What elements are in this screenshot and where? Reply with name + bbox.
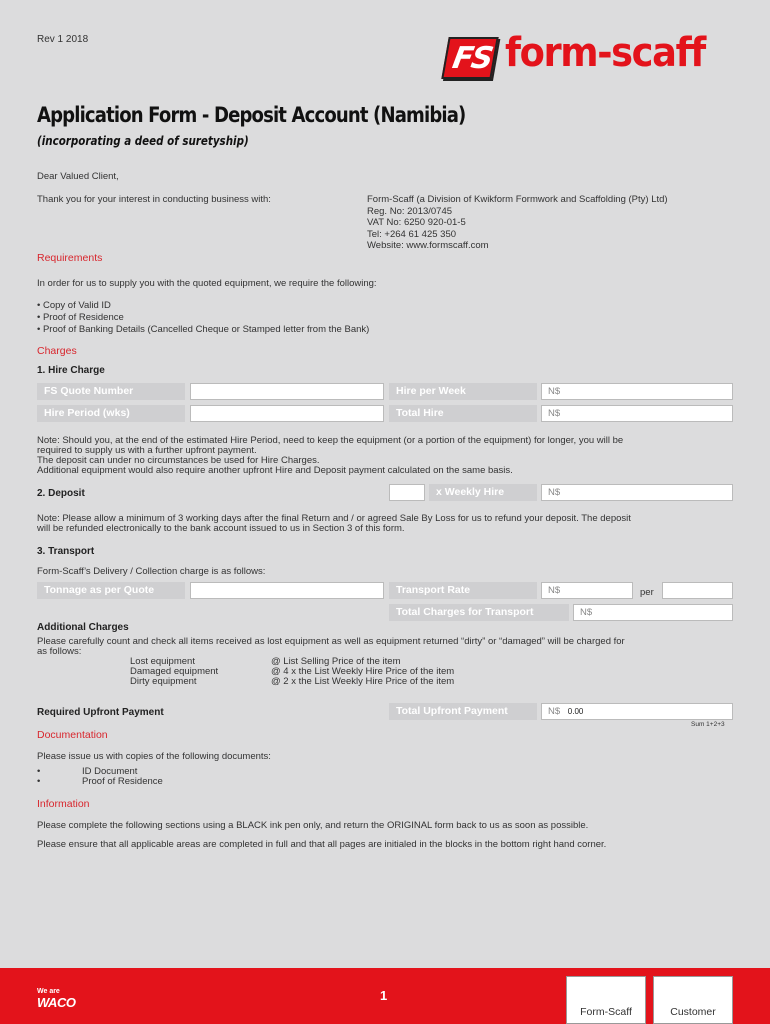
hire-per-week-input[interactable]: N$: [541, 383, 733, 400]
formscaff-initial-box[interactable]: Form-Scaff: [566, 976, 646, 1024]
per-label: per: [640, 587, 654, 598]
form-scaff-logo: [445, 30, 735, 82]
total-transport-label: Total Charges for Transport: [389, 604, 569, 621]
total-upfront-input[interactable]: N$ 0.00: [541, 703, 733, 720]
additional-rates: @ List Selling Price of the item @ 4 x the List Weekly Hire Price of the item @ 2 x the List Weekly Hire Price of the item: [271, 656, 455, 687]
transport-rate-input[interactable]: N$: [541, 582, 633, 599]
intro-text: Thank you for your interest in conducting business with:: [37, 194, 271, 205]
total-hire-input[interactable]: N$: [541, 405, 733, 422]
total-upfront-value: 0.00: [567, 707, 584, 716]
company-details: Form-Scaff (a Division of Kwikform Formwork and Scaffolding (Pty) Ltd) Reg. No: 2013/0745 VAT No: 6250 920-01-5 Tel: +264 61 425 350 Website: www.formscaff.com: [367, 194, 668, 252]
deposit-notes: Note: Please allow a minimum of 3 working days after the final Return and / or agreed Sale By Loss for us to refund your deposit. The deposit will be refunded electronically to the bank account issued to us in Section 3 of this form.: [37, 513, 631, 534]
total-transport-input[interactable]: N$: [573, 604, 733, 621]
list-item: • Copy of Valid ID: [37, 300, 111, 311]
requirements-intro: In order for us to supply you with the quoted equipment, we require the following:: [37, 278, 377, 289]
revision-label: Rev 1 2018: [37, 34, 89, 45]
documentation-intro: Please issue us with copies of the following documents:: [37, 751, 271, 762]
we-are-label: We are: [37, 988, 60, 995]
list-item: • ID Document: [37, 766, 138, 777]
customer-initial-box[interactable]: Customer: [653, 976, 733, 1024]
fs-quote-number-input[interactable]: [190, 383, 384, 400]
sum-note: Sum 1+2+3: [691, 721, 725, 728]
deposit-heading: 2. Deposit: [37, 488, 85, 499]
transport-rate-label: Transport Rate: [389, 582, 537, 599]
tonnage-input[interactable]: [190, 582, 384, 599]
information-line: Please ensure that all applicable areas are completed in full and that all pages are initialed in the blocks in the bottom right hand corner.: [37, 839, 607, 850]
upfront-heading: Required Upfront Payment: [37, 707, 164, 718]
additional-charges-heading: Additional Charges: [37, 622, 129, 633]
transport-intro: Form-Scaff’s Delivery / Collection charge is as follows:: [37, 566, 266, 577]
hire-period-input[interactable]: [190, 405, 384, 422]
hire-per-week-label: Hire per Week: [389, 383, 537, 400]
fs-quote-number-label: FS Quote Number: [37, 383, 185, 400]
deposit-weeks-input[interactable]: [389, 484, 425, 501]
total-upfront-label: Total Upfront Payment: [389, 703, 537, 720]
documentation-heading: Documentation: [37, 729, 108, 741]
fs-logo-mark: FS: [441, 37, 498, 79]
documentation-list: [37, 767, 163, 787]
list-item: • Proof of Residence: [37, 312, 124, 323]
hire-notes: Note: Should you, at the end of the estimated Hire Period, need to keep the equipment (or a portion of the equipment) for longer, you will be required to supply us with a further upfront payment. The deposit can under no circumstances be used for Hire Charges. Additional equipment would also require another upfront Hire and Deposit payment calculated on the same basis.: [37, 435, 624, 476]
transport-heading: 3. Transport: [37, 546, 95, 557]
deposit-amount-input[interactable]: N$: [541, 484, 733, 501]
additional-notes: Please carefully count and check all items received as lost equipment as well as equipment returned “dirty” or “damaged” will be charged for as follows:: [37, 636, 625, 657]
transport-unit-input[interactable]: [662, 582, 733, 599]
requirements-list: [37, 300, 369, 336]
hire-period-label: Hire Period (wks): [37, 405, 185, 422]
greeting: Dear Valued Client,: [37, 171, 119, 182]
page-subtitle: (incorporating a deed of suretyship): [37, 134, 249, 148]
charges-heading: Charges: [37, 345, 77, 357]
additional-items: Lost equipment Damaged equipment Dirty equipment: [130, 656, 219, 687]
tonnage-label: Tonnage as per Quote: [37, 582, 185, 599]
logo-wordmark: form-scaff: [505, 30, 705, 76]
total-hire-label: Total Hire: [389, 405, 537, 422]
list-item: • Proof of Residence: [37, 776, 163, 787]
hire-charge-heading: 1. Hire Charge: [37, 365, 105, 376]
page-number: 1: [380, 988, 388, 1003]
weekly-hire-label: x Weekly Hire: [429, 484, 537, 501]
list-item: • Proof of Banking Details (Cancelled Cheque or Stamped letter from the Bank): [37, 324, 370, 335]
waco-logo: WACO: [37, 995, 76, 1010]
page-title: Application Form - Deposit Account (Namibia): [37, 103, 466, 127]
information-line: Please complete the following sections using a BLACK ink pen only, and return the ORIGINAL form back to us as soon as possible.: [37, 820, 589, 831]
requirements-heading: Requirements: [37, 252, 103, 264]
information-heading: Information: [37, 798, 90, 810]
